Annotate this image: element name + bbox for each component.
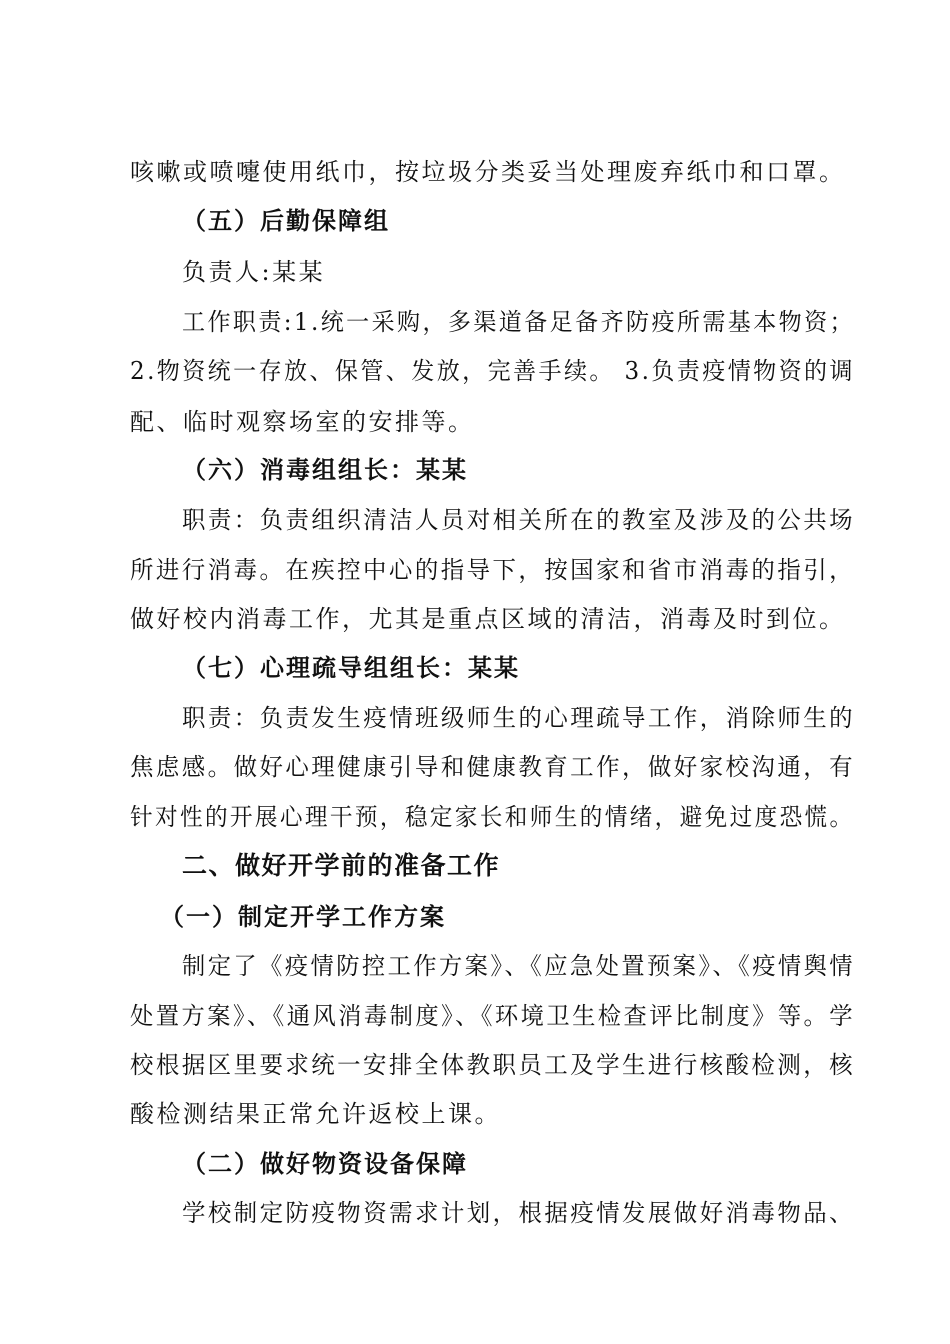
paragraph-line: 焦虑感。做好心理健康引导和健康教育工作，做好家校沟通，有 <box>130 753 855 781</box>
section-heading-logistics: （五）后勤保障组 <box>182 207 390 235</box>
chapter-heading-preparation: 二、做好开学前的准备工作 <box>182 851 501 880</box>
paragraph-line: 做好校内消毒工作，尤其是重点区域的清洁，消毒及时到位。 <box>130 605 846 633</box>
paragraph-line: 制定了《疫情防控工作方案》、《应急处置预案》、《疫情舆情 <box>182 952 855 980</box>
paragraph-line: 2.物资统一存放、保管、发放，完善手续。 3.负责疫情物资的调 <box>130 357 855 385</box>
paragraph-line: 职责：负责发生疫情班级师生的心理疏导工作，消除师生的 <box>182 704 855 732</box>
paragraph-line: 配、临时观察场室的安排等。 <box>130 408 475 436</box>
paragraph-line: 所进行消毒。在疾控中心的指导下，按国家和省市消毒的指引， <box>130 556 855 584</box>
paragraph-line: 针对性的开展心理干预，稳定家长和师生的情绪，避免过度恐慌。 <box>130 803 855 831</box>
section-heading-disinfection: （六）消毒组组长：某某 <box>182 456 468 484</box>
paragraph-line: 工作职责:1.统一采购，多渠道备足备齐防疫所需基本物资； <box>182 308 855 336</box>
paragraph-line: 校根据区里要求统一安排全体教职员工及学生进行核酸检测，核 <box>130 1051 855 1079</box>
paragraph-line: 酸检测结果正常允许返校上课。 <box>130 1100 501 1128</box>
section-heading-supplies: （二）做好物资设备保障 <box>182 1150 468 1178</box>
section-heading-plan: （一）制定开学工作方案 <box>160 903 446 931</box>
section-heading-counseling: （七）心理疏导组组长：某某 <box>182 654 520 682</box>
paragraph-line: 职责：负责组织清洁人员对相关所在的教室及涉及的公共场 <box>182 506 855 534</box>
paragraph-line: 负责人:某某 <box>182 258 326 286</box>
paragraph-line: 咳嗽或喷嚏使用纸巾，按垃圾分类妥当处理废弃纸巾和口罩。 <box>130 158 846 186</box>
paragraph-line: 学校制定防疫物资需求计划，根据疫情发展做好消毒物品、 <box>182 1199 855 1227</box>
paragraph-line: 处置方案》、《通风消毒制度》、《环境卫生检查评比制度》等。学 <box>130 1002 855 1030</box>
